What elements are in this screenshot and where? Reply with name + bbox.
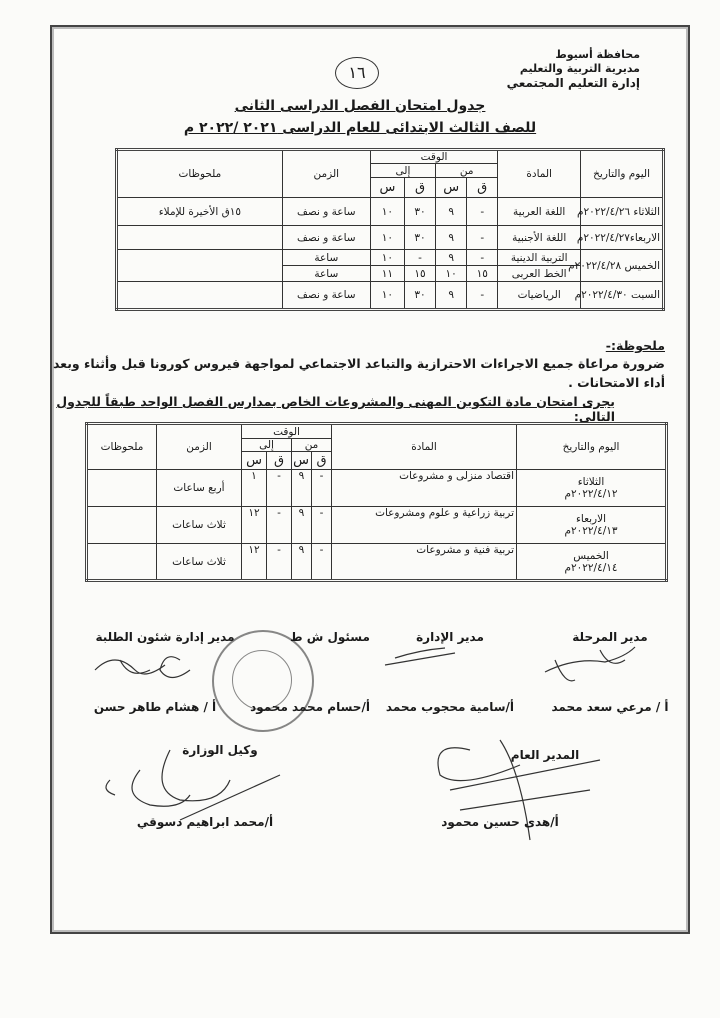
signature-title-stage-director: مدير المرحلة <box>572 630 648 644</box>
cell-subject: تربية فنية و مشروعات <box>332 544 517 581</box>
table-row <box>87 544 667 581</box>
cell-subject: الخط العربى <box>498 266 581 282</box>
note-subschedule: يجرى امتحان مادة التكوين المهنى والمشروعات الخاص بمدارس الفصل الواحد طبقاً للجدول التالى: <box>56 394 615 424</box>
cell-date: الاربعاء٢٠٢٢/٤/٢٧م <box>581 226 664 250</box>
cell-from-hour: ١٠ <box>436 266 467 282</box>
cell-from-min: ١٥ <box>467 266 498 282</box>
cell-notes <box>117 226 283 250</box>
cell-to-hour: ١٠ <box>370 198 404 226</box>
cell-notes <box>117 282 283 310</box>
header-subject: المادة <box>332 424 517 470</box>
cell-day: الثلاثاء <box>577 476 605 488</box>
cell-subject: اللغة العربية <box>498 198 581 226</box>
header-hours: س <box>242 452 267 470</box>
header-to: إلى <box>242 439 292 452</box>
cell-to-hour: ١٢ <box>242 507 267 544</box>
cell-from-min: - <box>312 470 332 507</box>
cell-to-min: - <box>267 507 292 544</box>
header-duration: الزمن <box>282 150 370 198</box>
cell-from-hour: ٩ <box>436 282 467 310</box>
table-row <box>117 282 664 310</box>
cell-from-hour: ٩ <box>436 250 467 266</box>
header-from: من <box>436 164 498 178</box>
cell-subject: التربية الدينية <box>498 250 581 266</box>
header-time: الوقت <box>242 424 332 439</box>
header-to: إلى <box>370 164 435 178</box>
cell-notes <box>117 250 283 282</box>
cell-from-min: - <box>467 226 498 250</box>
header-notes: ملحوظات <box>117 150 283 198</box>
cell-date: السبت ٢٠٢٢/٤/٣٠م <box>581 282 664 310</box>
signature-name-officer: أ/حسام محمد محمود <box>250 700 370 714</box>
cell-duration: ثلاث ساعات <box>157 544 242 581</box>
header-hours: س <box>370 178 404 198</box>
cell-from-min: - <box>312 507 332 544</box>
cell-from-hour: ٩ <box>292 544 312 581</box>
cell-from-min: - <box>467 282 498 310</box>
signature-title-general-director: المدير العام <box>510 748 580 762</box>
cell-notes <box>87 507 157 544</box>
cell-from-hour: ٩ <box>436 198 467 226</box>
cell-to-min: - <box>405 250 436 266</box>
letterhead <box>507 48 640 90</box>
directorate: مديرية التربية والتعليم <box>519 62 640 75</box>
cell-day: الاربعاء <box>575 513 607 525</box>
cell-to-hour: ١٠ <box>370 226 404 250</box>
cell-to-hour: ١٢ <box>242 544 267 581</box>
cell-date <box>517 544 667 581</box>
cell-subject: الرياضيات <box>498 282 581 310</box>
vocational-schedule-table <box>85 422 668 582</box>
cell-duration: ساعة و نصف <box>282 198 370 226</box>
header-minutes: ق <box>467 178 498 198</box>
cell-date <box>517 470 667 507</box>
table-row <box>117 226 664 250</box>
cell-subject: تربية زراعية و علوم ومشروعات <box>332 507 517 544</box>
governorate: محافظة أسيوط <box>555 48 640 61</box>
cell-notes <box>87 544 157 581</box>
cell-date: الخميس ٢٠٢٢/٤/٢٨م <box>581 250 664 282</box>
header-notes: ملحوظات <box>87 424 157 470</box>
administration: إدارة التعليم المجتمعي <box>506 76 640 90</box>
header-from: من <box>292 439 332 452</box>
cell-date-value: ٢٠٢٢/٤/١٣م <box>564 525 618 537</box>
cell-to-hour: ١٠ <box>370 282 404 310</box>
page-number: ١٦ <box>335 57 379 89</box>
header-minutes: ق <box>405 178 436 198</box>
title-line-1: جدول امتحان الفصل الدراسى الثانى <box>234 98 486 114</box>
cell-from-min: - <box>467 250 498 266</box>
cell-date: الثلاثاء ٢٠٢٢/٤/٢٦م <box>581 198 664 226</box>
cell-from-hour: ٩ <box>292 470 312 507</box>
header-date: اليوم والتاريخ <box>581 150 664 198</box>
signature-title-admin-director: مدير الإدارة <box>416 630 484 644</box>
cell-to-hour: ١١ <box>370 266 404 282</box>
cell-to-min: ٣٠ <box>405 198 436 226</box>
signature-name-admin-director: أ/سامية محجوب محمد <box>385 700 515 714</box>
signature-name-student-affairs: أ / هشام طاهر حسن <box>93 700 217 714</box>
cell-date-value: ٢٠٢٢/٤/١٤م <box>564 561 618 574</box>
table-row <box>87 470 667 507</box>
header-subject: المادة <box>498 150 581 198</box>
cell-to-min: ٣٠ <box>405 282 436 310</box>
note-heading: ملحوظة:- <box>605 338 665 353</box>
cell-duration: ساعة <box>282 266 370 282</box>
header-hours: س <box>436 178 467 198</box>
signature-name-stage-director: أ / مرعي سعد محمد <box>551 700 669 714</box>
cell-subject: اقتصاد منزلى و مشروعات <box>332 470 517 507</box>
signature-name-general-director: أ/هدى حسين محمود <box>441 815 559 829</box>
cell-duration: أربع ساعات <box>157 470 242 507</box>
header-minutes: ق <box>312 452 332 470</box>
exam-schedule-table <box>115 148 665 311</box>
cell-to-min: ١٥ <box>405 266 436 282</box>
header-hours: س <box>292 452 312 470</box>
cell-to-min: - <box>267 544 292 581</box>
cell-to-hour: ١ <box>242 470 267 507</box>
cell-from-min: - <box>467 198 498 226</box>
cell-duration: ساعة و نصف <box>282 282 370 310</box>
cell-notes <box>87 470 157 507</box>
header-minutes: ق <box>267 452 292 470</box>
header-duration: الزمن <box>157 424 242 470</box>
cell-date-value: ٢٠٢٢/٤/١٢م <box>564 488 618 500</box>
cell-date <box>517 507 667 544</box>
cell-from-hour: ٩ <box>292 507 312 544</box>
signature-name-undersecretary: أ/محمد ابراهيم دسوقي <box>136 815 274 829</box>
cell-from-min: - <box>312 544 332 581</box>
cell-to-hour: ١٠ <box>370 250 404 266</box>
cell-to-min: ٣٠ <box>405 226 436 250</box>
cell-to-min: - <box>267 470 292 507</box>
title-line-2: للصف الثالث الابتدائى للعام الدراسى ٢٠٢١ /٢٠٢٢ م <box>183 120 537 136</box>
cell-duration: ثلاث ساعات <box>157 507 242 544</box>
header-date: اليوم والتاريخ <box>517 424 667 470</box>
cell-day: الخميس <box>573 549 609 562</box>
signature-title-undersecretary: وكيل الوزارة <box>182 743 258 757</box>
cell-duration: ساعة و نصف <box>282 226 370 250</box>
table-row <box>117 250 664 266</box>
cell-notes: ١٥ق الأخيرة للإملاء <box>117 198 283 226</box>
signature-title-student-affairs: مدير إدارة شئون الطلبة <box>95 630 235 644</box>
table-row <box>87 507 667 544</box>
cell-duration: ساعة <box>282 250 370 266</box>
header-time: الوقت <box>370 150 497 164</box>
note-text: ضرورة مراعاة جميع الاجراءات الاحترازية والتباعد الاجتماعي لمواجهة فيروس كورونا قبل وأثناء وبعد أداء الامتحانات . <box>52 356 665 390</box>
signature-title-officer: مسئول ش ط <box>290 630 370 644</box>
cell-subject: اللغة الأجنبية <box>498 226 581 250</box>
table-row <box>117 198 664 226</box>
cell-from-hour: ٩ <box>436 226 467 250</box>
